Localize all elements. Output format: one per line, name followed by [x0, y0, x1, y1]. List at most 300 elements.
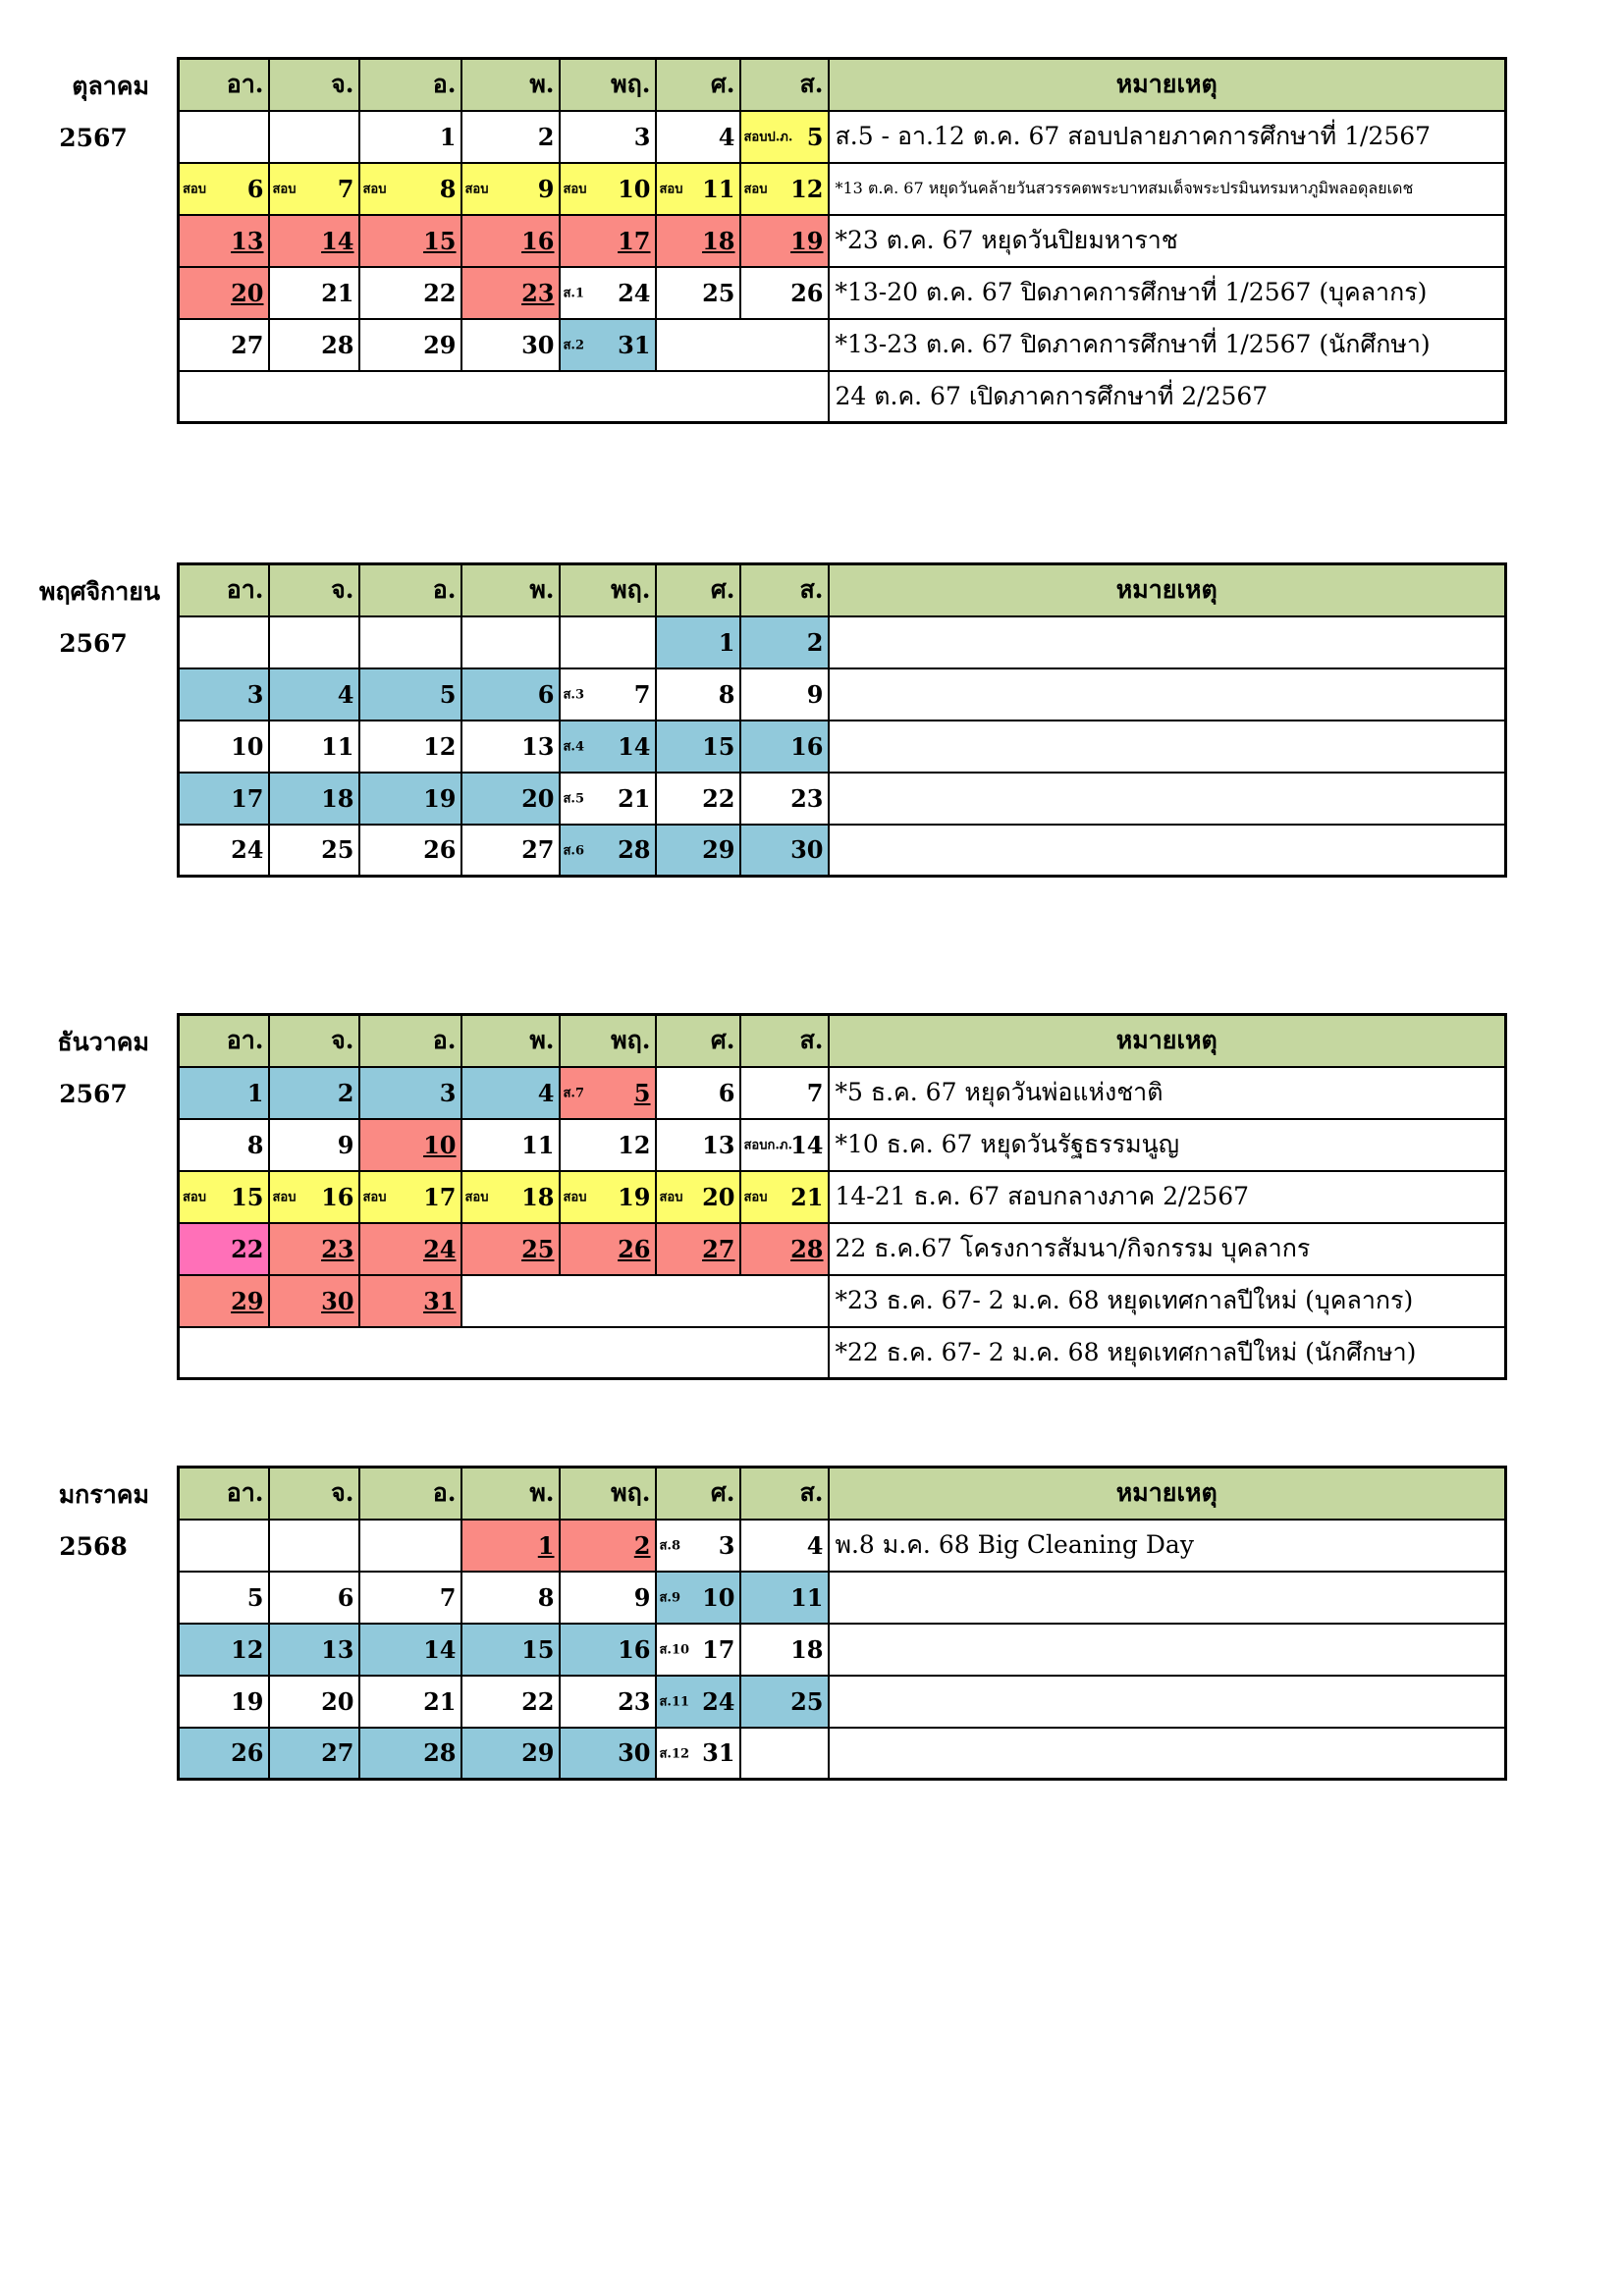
day-cell: [560, 267, 656, 319]
day-cell: [740, 616, 829, 668]
day-number: 3: [439, 1078, 457, 1107]
week-row: [179, 773, 1506, 825]
day-cell: [740, 721, 829, 773]
day-number: 16: [321, 1182, 354, 1211]
day-number: 16: [790, 731, 824, 761]
day-cell: [179, 773, 269, 825]
day-cell: [179, 1520, 269, 1572]
day-cell: [461, 1572, 560, 1624]
day-number: 31: [702, 1738, 735, 1768]
day-number: 22: [702, 783, 735, 813]
day-cell: [359, 825, 461, 877]
day-cell: [560, 1572, 656, 1624]
note-cell: *13-23 ต.ค. 67 ปิดภาคการศึกษาที่ 1/2567 (นักศึกษา): [829, 319, 1506, 371]
day-number: 10: [618, 174, 651, 203]
note-cell: [829, 1624, 1506, 1676]
note-cell: *23 ต.ค. 67 หยุดวันปิยมหาราช: [829, 215, 1506, 267]
week-row: [179, 616, 1506, 668]
header-row: [179, 1015, 1506, 1067]
day-number: 14: [790, 1130, 824, 1159]
day-cell: [269, 319, 359, 371]
day-cell: [179, 163, 269, 215]
day-number: 16: [521, 226, 555, 255]
day-tag: ส.3: [563, 687, 585, 703]
day-cell: [179, 1119, 269, 1171]
day-cell: [461, 319, 560, 371]
week-row: [179, 371, 1506, 423]
day-tag: สอบ: [272, 1190, 297, 1205]
day-cell: [656, 1171, 740, 1223]
day-cell: [656, 215, 740, 267]
day-number: 13: [231, 226, 264, 255]
day-number: 6: [537, 679, 555, 709]
day-number: 10: [423, 1130, 457, 1159]
note-cell: [829, 773, 1506, 825]
day-number: 15: [231, 1182, 264, 1211]
day-number: 20: [321, 1686, 354, 1716]
weekday-header: พฤ.: [560, 59, 656, 111]
day-tag: สอบ: [464, 182, 489, 197]
day-cell: [560, 1520, 656, 1572]
calendar-table: [177, 1466, 1507, 1781]
day-number: 12: [423, 731, 457, 761]
day-cell: [461, 616, 560, 668]
day-cell: [359, 1728, 461, 1780]
note-cell: 24 ต.ค. 67 เปิดภาคการศึกษาที่ 2/2567: [829, 371, 1506, 423]
day-tag: ส.7: [563, 1086, 585, 1101]
day-cell: [359, 1223, 461, 1275]
day-cell: [740, 1624, 829, 1676]
weekday-header: ศ.: [656, 1468, 740, 1520]
day-number: 27: [231, 330, 264, 359]
weekday-header: อา.: [179, 59, 269, 111]
day-cell: [740, 1067, 829, 1119]
day-cell: [359, 773, 461, 825]
day-cell: [560, 319, 656, 371]
day-number: 3: [246, 679, 264, 709]
day-cell: [269, 1171, 359, 1223]
day-cell: [179, 1327, 829, 1379]
day-number: 10: [702, 1582, 735, 1612]
day-number: 21: [790, 1182, 824, 1211]
day-number: 30: [321, 1286, 354, 1315]
day-cell: [179, 319, 269, 371]
header-row: [179, 1468, 1506, 1520]
day-number: 12: [790, 174, 824, 203]
day-cell: [179, 616, 269, 668]
month-name: ธันวาคม: [57, 1028, 149, 1056]
day-cell: [656, 319, 829, 371]
day-cell: [560, 1223, 656, 1275]
day-cell: [269, 721, 359, 773]
day-number: 2: [633, 1530, 651, 1560]
day-cell: [656, 1067, 740, 1119]
day-number: 24: [618, 278, 651, 307]
day-cell: [359, 1624, 461, 1676]
week-row: [179, 1275, 1506, 1327]
day-cell: [560, 668, 656, 721]
day-cell: [269, 1275, 359, 1327]
day-number: 30: [618, 1738, 651, 1768]
day-number: 22: [423, 278, 457, 307]
day-number: 28: [790, 1234, 824, 1263]
weekday-header: ส.: [740, 564, 829, 616]
week-row: [179, 1119, 1506, 1171]
day-tag: ส.12: [659, 1746, 690, 1762]
day-number: 2: [537, 122, 555, 151]
day-cell: [740, 773, 829, 825]
day-cell: [740, 267, 829, 319]
day-cell: [740, 215, 829, 267]
day-tag: ส.2: [563, 338, 585, 353]
day-cell: [656, 1223, 740, 1275]
day-number: 7: [337, 174, 354, 203]
day-number: 25: [521, 1234, 555, 1263]
day-cell: [461, 1624, 560, 1676]
weekday-header: อา.: [179, 1015, 269, 1067]
day-number: 2: [806, 627, 824, 657]
week-row: [179, 319, 1506, 371]
note-header: หมายเหตุ: [829, 1015, 1506, 1067]
day-cell: [461, 111, 560, 163]
day-number: 12: [231, 1634, 264, 1664]
day-tag: ส.9: [659, 1590, 681, 1606]
day-number: 9: [806, 679, 824, 709]
note-cell: [829, 616, 1506, 668]
day-number: 29: [231, 1286, 264, 1315]
day-cell: [269, 1119, 359, 1171]
day-cell: [656, 1572, 740, 1624]
day-number: 10: [231, 731, 264, 761]
note-cell: [829, 721, 1506, 773]
weekday-header: พฤ.: [560, 1468, 656, 1520]
day-number: 26: [790, 278, 824, 307]
day-cell: [359, 1676, 461, 1728]
day-cell: [740, 1171, 829, 1223]
day-number: 28: [423, 1738, 457, 1768]
day-cell: [560, 1624, 656, 1676]
day-tag: สอบ: [272, 182, 297, 197]
note-cell: *13 ต.ค. 67 หยุดวันคล้ายวันสวรรคตพระบาทสมเด็จพระปรมินทรมหาภูมิพลอดุลยเดช: [829, 163, 1506, 215]
day-number: 24: [231, 835, 264, 865]
day-cell: [359, 1171, 461, 1223]
day-cell: [179, 721, 269, 773]
day-number: 27: [702, 1234, 735, 1263]
day-number: 20: [521, 783, 555, 813]
note-header: หมายเหตุ: [829, 59, 1506, 111]
day-number: 8: [439, 174, 457, 203]
day-number: 4: [537, 1078, 555, 1107]
weekday-header: อา.: [179, 564, 269, 616]
day-cell: [269, 1728, 359, 1780]
day-number: 17: [423, 1182, 457, 1211]
weekday-header: พฤ.: [560, 564, 656, 616]
day-number: 28: [618, 835, 651, 865]
week-row: [179, 1327, 1506, 1379]
month-year: 2568: [59, 1532, 128, 1561]
day-cell: [461, 267, 560, 319]
day-number: 5: [806, 122, 824, 151]
day-number: 21: [321, 278, 354, 307]
week-row: [179, 1728, 1506, 1780]
month-year: 2567: [59, 1080, 128, 1108]
weekday-header: จ.: [269, 59, 359, 111]
day-number: 5: [246, 1582, 264, 1612]
day-number: 28: [321, 330, 354, 359]
day-cell: [269, 111, 359, 163]
note-cell: *13-20 ต.ค. 67 ปิดภาคการศึกษาที่ 1/2567 (บุคลากร): [829, 267, 1506, 319]
note-cell: *5 ธ.ค. 67 หยุดวันพ่อแห่งชาติ: [829, 1067, 1506, 1119]
day-cell: [461, 1728, 560, 1780]
day-cell: [179, 215, 269, 267]
day-cell: [461, 773, 560, 825]
weekday-header: อ.: [359, 1015, 461, 1067]
day-number: 13: [321, 1634, 354, 1664]
week-row: [179, 1624, 1506, 1676]
day-number: 18: [521, 1182, 555, 1211]
day-tag: สอบ: [563, 1190, 587, 1205]
day-cell: [656, 111, 740, 163]
weekday-header: จ.: [269, 1015, 359, 1067]
day-number: 4: [806, 1530, 824, 1560]
weekday-header: อ.: [359, 59, 461, 111]
day-cell: [359, 668, 461, 721]
header-row: [179, 564, 1506, 616]
day-tag: สอบ: [183, 182, 206, 197]
calendar-table: [177, 57, 1507, 424]
note-cell: *10 ธ.ค. 67 หยุดวันรัฐธรรมนูญ: [829, 1119, 1506, 1171]
day-cell: [740, 668, 829, 721]
note-cell: *23 ธ.ค. 67- 2 ม.ค. 68 หยุดเทศกาลปีใหม่ (บุคลากร): [829, 1275, 1506, 1327]
weekday-header: ศ.: [656, 59, 740, 111]
day-cell: [269, 1223, 359, 1275]
day-cell: [560, 1067, 656, 1119]
day-cell: [179, 825, 269, 877]
day-cell: [656, 163, 740, 215]
day-cell: [560, 1171, 656, 1223]
day-number: 17: [231, 783, 264, 813]
weekday-header: อา.: [179, 1468, 269, 1520]
day-cell: [269, 825, 359, 877]
day-number: 9: [337, 1130, 354, 1159]
day-cell: [179, 1067, 269, 1119]
day-cell: [359, 1067, 461, 1119]
day-cell: [656, 1520, 740, 1572]
day-cell: [269, 1624, 359, 1676]
day-cell: [656, 267, 740, 319]
day-cell: [269, 668, 359, 721]
day-number: 26: [231, 1738, 264, 1768]
day-tag: ส.10: [659, 1642, 690, 1658]
day-cell: [461, 1223, 560, 1275]
day-cell: [461, 668, 560, 721]
day-number: 1: [439, 122, 457, 151]
day-number: 21: [618, 783, 651, 813]
day-number: 19: [790, 226, 824, 255]
day-number: 20: [231, 278, 264, 307]
weekday-header: ส.: [740, 1468, 829, 1520]
day-number: 29: [702, 835, 735, 865]
day-number: 1: [718, 627, 735, 657]
calendar-table: [177, 1013, 1507, 1380]
day-tag: ส.6: [563, 843, 585, 859]
day-cell: [461, 1676, 560, 1728]
day-cell: [461, 215, 560, 267]
week-row: [179, 825, 1506, 877]
day-cell: [269, 1520, 359, 1572]
day-cell: [656, 773, 740, 825]
day-number: 13: [521, 731, 555, 761]
day-number: 22: [521, 1686, 555, 1716]
weekday-header: พ.: [461, 1015, 560, 1067]
day-number: 30: [521, 330, 555, 359]
note-cell: *22 ธ.ค. 67- 2 ม.ค. 68 หยุดเทศกาลปีใหม่ (นักศึกษา): [829, 1327, 1506, 1379]
day-number: 7: [633, 679, 651, 709]
day-tag: สอบ: [743, 182, 768, 197]
day-cell: [461, 825, 560, 877]
weekday-header: จ.: [269, 564, 359, 616]
day-number: 5: [633, 1078, 651, 1107]
day-cell: [656, 721, 740, 773]
day-tag: สอบ: [362, 182, 387, 197]
day-cell: [179, 1275, 269, 1327]
weekday-header: ส.: [740, 59, 829, 111]
day-number: 18: [321, 783, 354, 813]
day-cell: [269, 215, 359, 267]
day-tag: ส.1: [563, 286, 585, 301]
day-cell: [740, 1520, 829, 1572]
day-tag: สอบ: [743, 1190, 768, 1205]
week-row: [179, 1572, 1506, 1624]
day-cell: [359, 1275, 461, 1327]
month-year: 2567: [59, 629, 128, 658]
day-tag: สอบ: [659, 182, 683, 197]
day-tag: ส.11: [659, 1694, 690, 1710]
day-number: 19: [618, 1182, 651, 1211]
day-tag: สอบ: [464, 1190, 489, 1205]
day-cell: [560, 111, 656, 163]
day-cell: [269, 1572, 359, 1624]
day-cell: [740, 1676, 829, 1728]
day-cell: [740, 1119, 829, 1171]
note-cell: [829, 668, 1506, 721]
day-number: 14: [423, 1634, 457, 1664]
day-number: 15: [521, 1634, 555, 1664]
day-cell: [560, 215, 656, 267]
day-cell: [740, 111, 829, 163]
weekday-header: ส.: [740, 1015, 829, 1067]
day-number: 16: [618, 1634, 651, 1664]
day-number: 25: [702, 278, 735, 307]
day-number: 9: [633, 1582, 651, 1612]
day-number: 20: [702, 1182, 735, 1211]
day-cell: [179, 111, 269, 163]
month-name: พฤศจิกายน: [39, 577, 161, 606]
day-number: 4: [718, 122, 735, 151]
day-cell: [179, 1223, 269, 1275]
week-row: [179, 267, 1506, 319]
day-number: 24: [423, 1234, 457, 1263]
calendar-table: [177, 562, 1507, 878]
day-number: 27: [521, 835, 555, 865]
day-cell: [656, 1676, 740, 1728]
day-cell: [656, 1624, 740, 1676]
day-cell: [461, 1275, 829, 1327]
day-cell: [269, 163, 359, 215]
day-cell: [560, 1728, 656, 1780]
day-cell: [269, 1676, 359, 1728]
weekday-header: ศ.: [656, 564, 740, 616]
day-cell: [179, 267, 269, 319]
day-cell: [359, 215, 461, 267]
day-number: 17: [618, 226, 651, 255]
day-tag: ส.8: [659, 1538, 681, 1554]
week-row: [179, 1171, 1506, 1223]
note-cell: [829, 1728, 1506, 1780]
week-row: [179, 111, 1506, 163]
day-cell: [740, 163, 829, 215]
day-cell: [179, 1171, 269, 1223]
week-row: [179, 721, 1506, 773]
day-number: 7: [806, 1078, 824, 1107]
day-cell: [179, 371, 829, 423]
day-cell: [560, 773, 656, 825]
day-cell: [359, 1119, 461, 1171]
day-cell: [656, 1728, 740, 1780]
day-tag: สอบป.ภ.: [743, 130, 793, 145]
day-number: 29: [423, 330, 457, 359]
day-cell: [359, 721, 461, 773]
day-tag: ส.4: [563, 739, 585, 755]
day-cell: [359, 616, 461, 668]
day-cell: [269, 616, 359, 668]
day-number: 26: [423, 835, 457, 865]
note-cell: 14-21 ธ.ค. 67 สอบกลางภาค 2/2567: [829, 1171, 1506, 1223]
day-cell: [179, 668, 269, 721]
day-cell: [179, 1624, 269, 1676]
day-number: 30: [790, 835, 824, 865]
note-header: หมายเหตุ: [829, 564, 1506, 616]
day-number: 8: [537, 1582, 555, 1612]
day-cell: [740, 825, 829, 877]
day-number: 18: [702, 226, 735, 255]
day-number: 2: [337, 1078, 354, 1107]
week-row: [179, 1676, 1506, 1728]
note-header: หมายเหตุ: [829, 1468, 1506, 1520]
day-number: 29: [521, 1738, 555, 1768]
note-cell: 22 ธ.ค.67 โครงการสัมนา/กิจกรรม บุคลากร: [829, 1223, 1506, 1275]
day-number: 25: [321, 835, 354, 865]
day-cell: [179, 1728, 269, 1780]
day-number: 11: [521, 1130, 555, 1159]
day-number: 6: [246, 174, 264, 203]
day-number: 31: [423, 1286, 457, 1315]
day-number: 12: [618, 1130, 651, 1159]
day-cell: [359, 111, 461, 163]
note-cell: [829, 825, 1506, 877]
day-number: 4: [337, 679, 354, 709]
day-number: 7: [439, 1582, 457, 1612]
day-cell: [359, 1572, 461, 1624]
day-cell: [359, 319, 461, 371]
note-cell: พ.8 ม.ค. 68 Big Cleaning Day: [829, 1520, 1506, 1572]
day-cell: [461, 721, 560, 773]
day-cell: [740, 1572, 829, 1624]
day-cell: [560, 163, 656, 215]
day-number: 8: [246, 1130, 264, 1159]
day-number: 19: [423, 783, 457, 813]
day-number: 3: [633, 122, 651, 151]
